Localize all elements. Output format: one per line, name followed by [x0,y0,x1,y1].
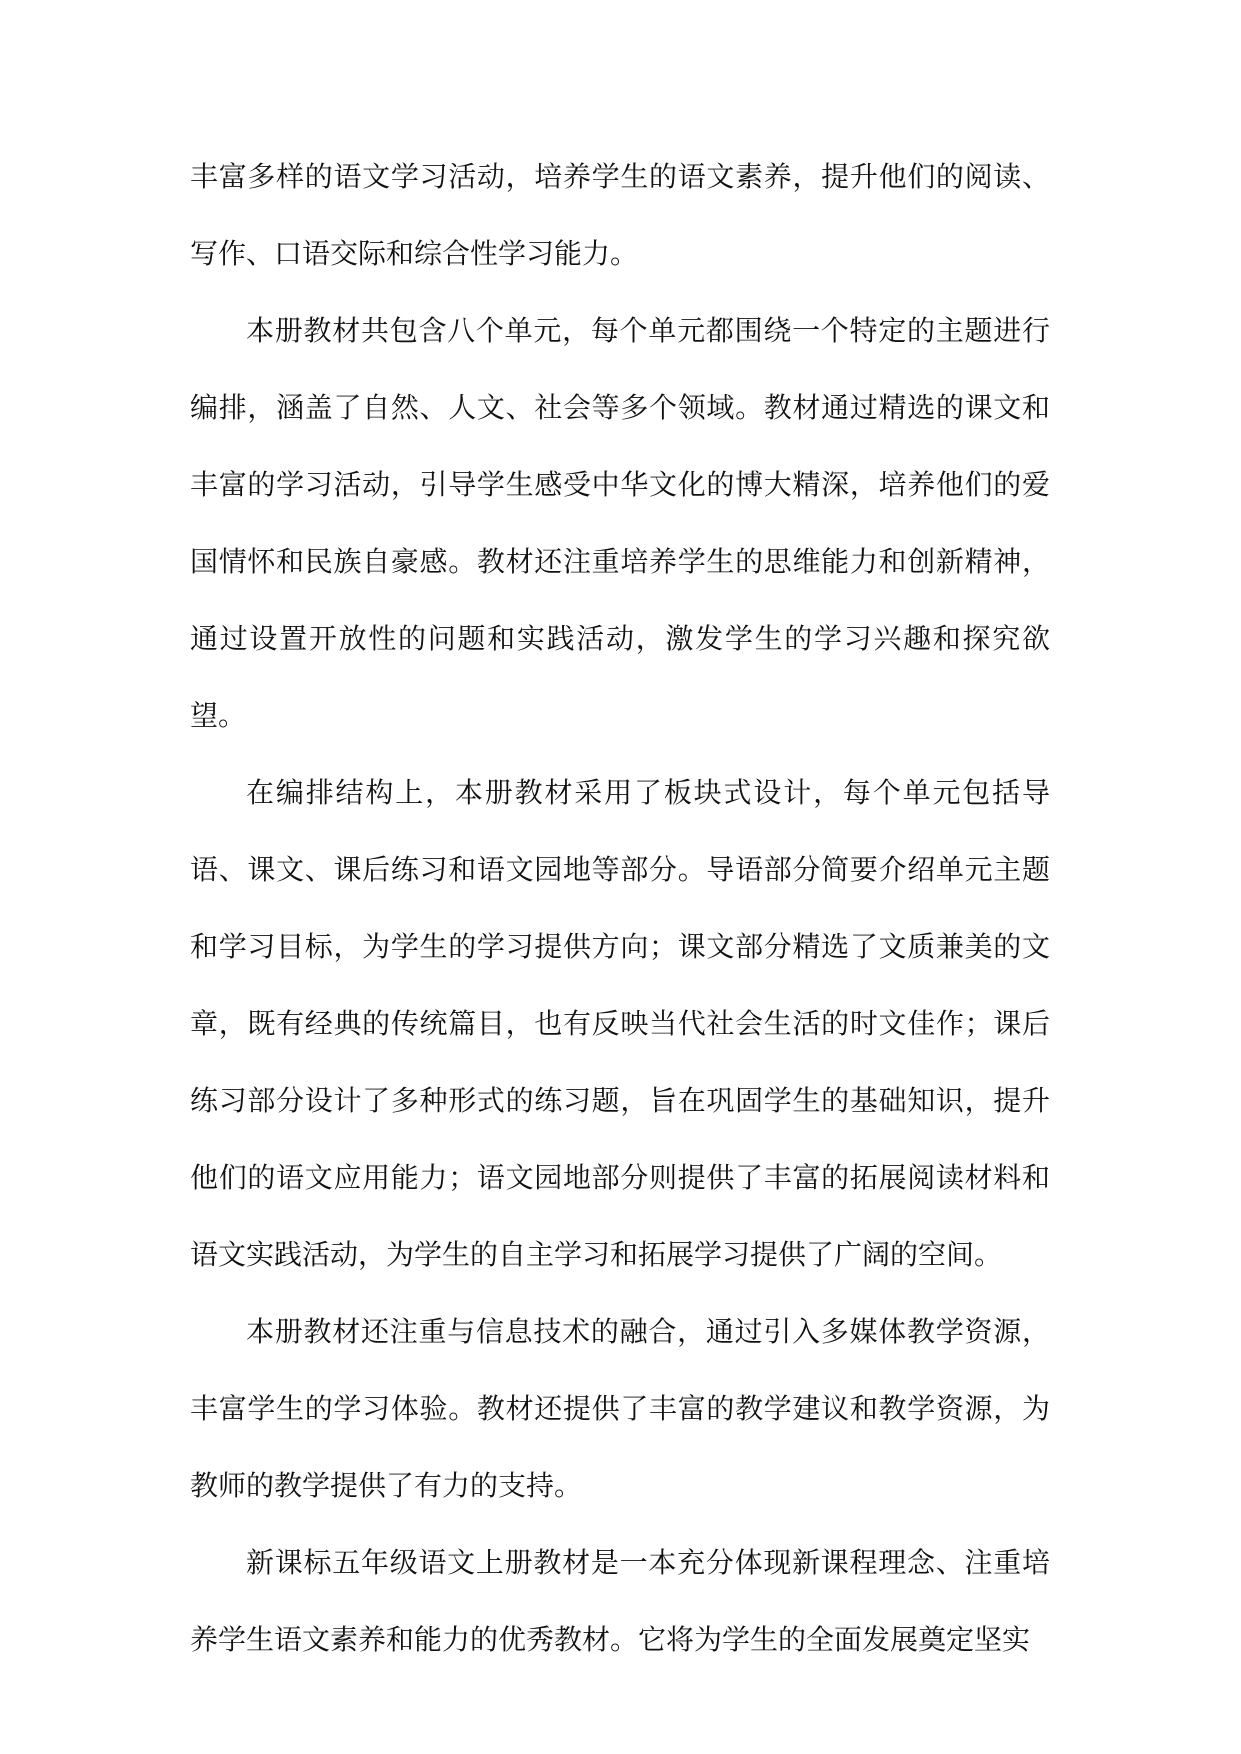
paragraph-1: 丰富多样的语文学习活动，培养学生的语文素养，提升他们的阅读、写作、口语交际和综合性学习能力。 [190,160,1050,270]
paragraph-5: 新课标五年级语文上册教材是一本充分体现新课程理念、注重培养学生语文素养和能力的优秀教材。它将为学生的全面发展奠定坚实 [190,1546,1050,1656]
paragraph-2: 本册教材共包含八个单元，每个单元都围绕一个特定的主题进行编排，涵盖了自然、人文、社会等多个领域。教材通过精选的课文和丰富的学习活动，引导学生感受中华文化的博大精深，培养他们的爱国情怀和民族自豪感。教材还注重培养学生的思维能力和创新精神，通过设置开放性的问题和实践活动，激发学生的学习兴趣和探究欲望。 [190,314,1050,732]
document-body [190,138,1050,1678]
paragraph-4: 本册教材还注重与信息技术的融合，通过引入多媒体教学资源，丰富学生的学习体验。教材还提供了丰富的教学建议和教学资源，为教师的教学提供了有力的支持。 [190,1315,1050,1502]
paragraph-3: 在编排结构上，本册教材采用了板块式设计，每个单元包括导语、课文、课后练习和语文园地等部分。导语部分简要介绍单元主题和学习目标，为学生的学习提供方向；课文部分精选了文质兼美的文章，既有经典的传统篇目，也有反映当代社会生活的时文佳作；课后练习部分设计了多种形式的练习题，旨在巩固学生的基础知识，提升他们的语文应用能力；语文园地部分则提供了丰富的拓展阅读材料和语文实践活动，为学生的自主学习和拓展学习提供了广阔的空间。 [190,776,1050,1271]
